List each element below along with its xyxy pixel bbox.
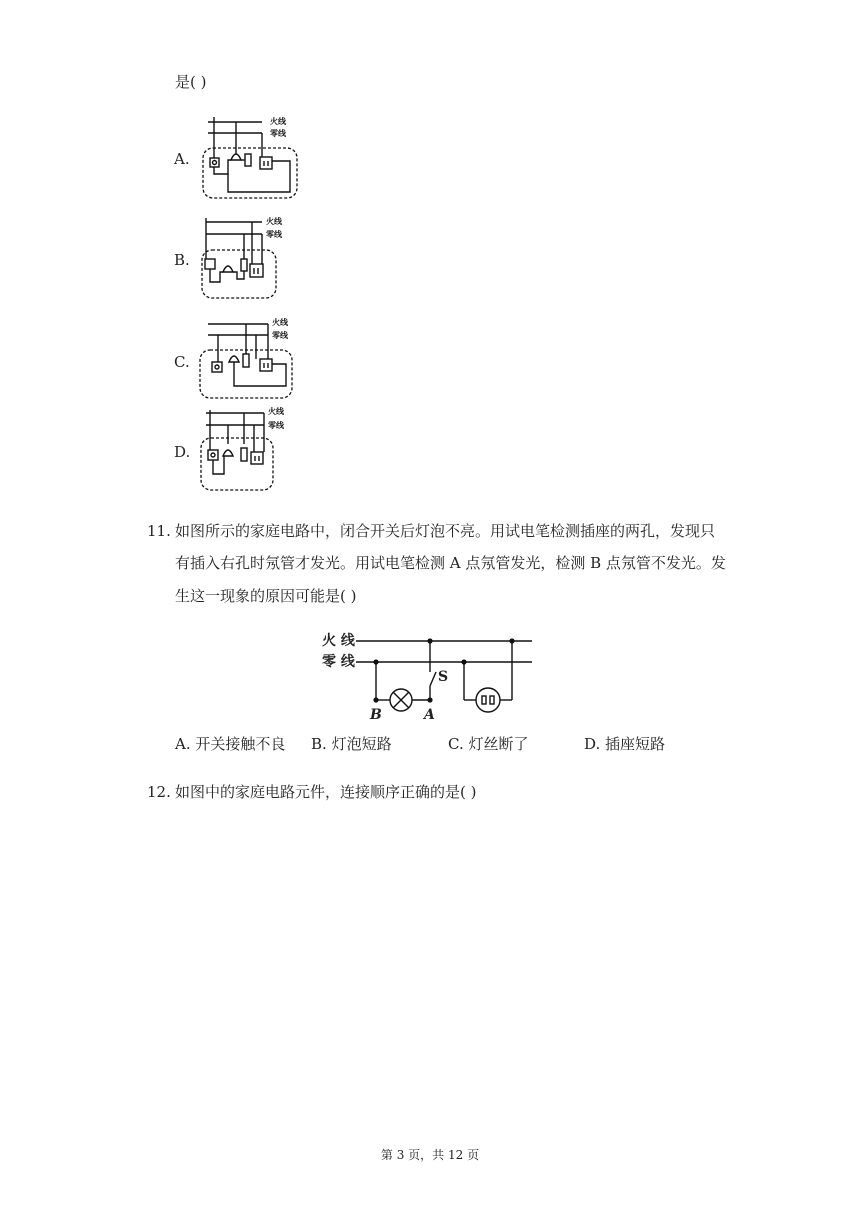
q11-choice-c-text: 灯丝断了 — [468, 735, 529, 753]
q11-line-1: 如图所示的家庭电路中，闭合开关后灯泡不亮。用试电笔检测插座的两孔，发现只 — [175, 522, 716, 540]
q11-choice-d-text: 插座短路 — [605, 735, 666, 753]
q10a-neutral-label: 零线 — [270, 129, 286, 138]
q11-choice-c[interactable] — [448, 734, 529, 754]
q10b-neutral-label: 零线 — [266, 230, 282, 239]
q10a-live-label: 火线 — [270, 117, 286, 126]
q10-option-d-label: D. — [174, 443, 191, 461]
q10-option-d-diagram — [198, 404, 298, 496]
q12-number: 12. — [147, 783, 171, 801]
q11-live-label: 火 线 — [322, 633, 355, 649]
q10-option-a-diagram — [200, 112, 310, 202]
q11-line-3: 生这一现象的原因可能是( ) — [175, 587, 357, 605]
q10-option-a-label: A. — [174, 150, 190, 168]
q11-number: 11. — [147, 522, 171, 540]
q11-choice-b-text: 灯泡短路 — [331, 735, 392, 753]
q11-choice-a-text: 开关接触不良 — [195, 735, 286, 753]
q11-circuit-diagram — [318, 628, 538, 724]
q10-option-b-label: B. — [174, 251, 190, 269]
q11-choice-b[interactable] — [311, 734, 392, 754]
q11-choice-b-letter: B. — [311, 735, 327, 753]
q12-text: 如图中的家庭电路元件，连接顺序正确的是( ) — [175, 783, 477, 801]
q11-choice-a-letter: A. — [175, 735, 191, 753]
q10c-live-label: 火线 — [272, 318, 288, 327]
q11-point-b-label: B — [370, 707, 382, 723]
page-footer: 第 3 页，共 12 页 — [380, 1148, 480, 1162]
q11-switch-label: S — [438, 669, 449, 685]
q10-option-c-diagram — [196, 314, 306, 404]
q11-choice-d-letter: D. — [584, 735, 601, 753]
q11-neutral-label: 零 线 — [322, 654, 355, 670]
q11-choice-c-letter: C. — [448, 735, 464, 753]
q10b-live-label: 火线 — [266, 217, 282, 226]
q10-option-c-label: C. — [174, 353, 190, 371]
q11-point-a-label: A — [424, 707, 435, 723]
q11-choice-a[interactable] — [175, 734, 285, 754]
q11-line-2: 有插入右孔时氖管才发光。用试电笔检测 A 点氖管发光，检测 B 点氖管不发光。发 — [175, 554, 726, 572]
q10d-live-label: 火线 — [268, 407, 284, 416]
q10-option-b-diagram — [200, 214, 300, 304]
q10c-neutral-label: 零线 — [272, 331, 288, 340]
q10d-neutral-label: 零线 — [268, 421, 284, 430]
q11-choice-d[interactable] — [584, 734, 665, 754]
q10-stem-tail: 是( ) — [175, 73, 207, 91]
